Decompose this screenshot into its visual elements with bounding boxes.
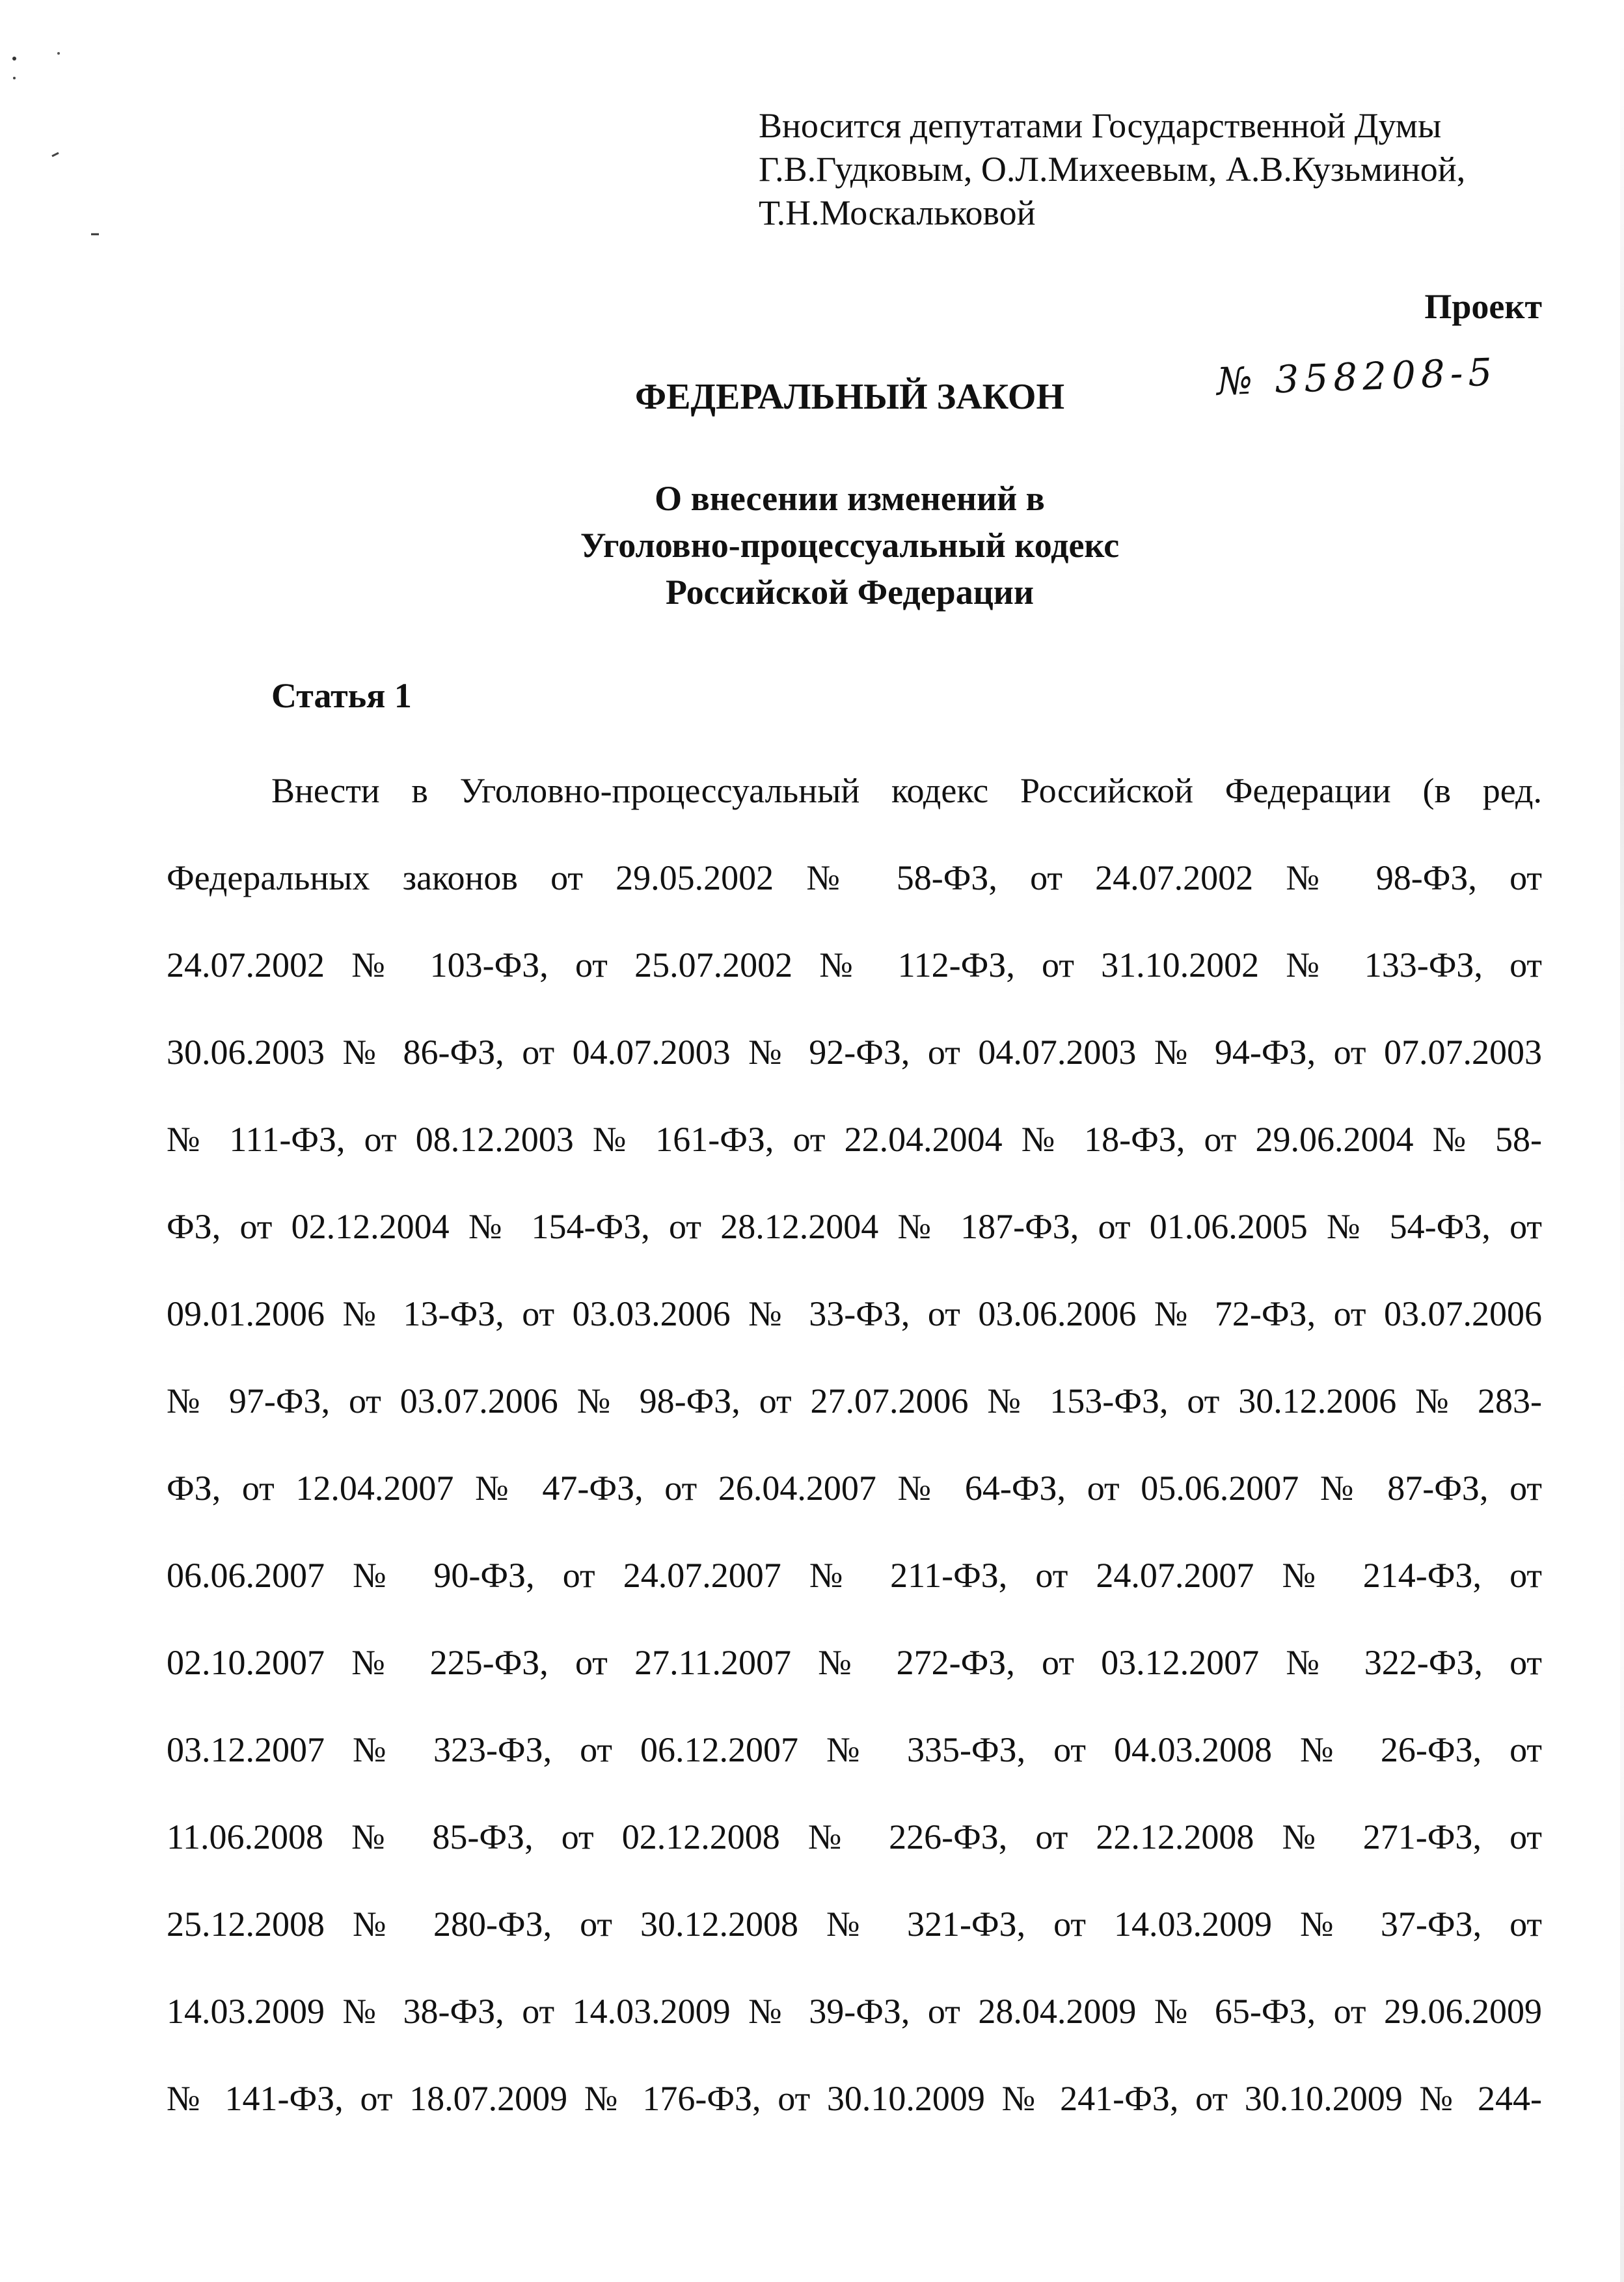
- body-line: 25.12.2008 № 280-ФЗ, от 30.12.2008 № 321-ФЗ, от 14.03.2009 № 37-ФЗ, от: [167, 1905, 1542, 1944]
- handwritten-registration-number: № 358208-5: [1215, 349, 1498, 404]
- body-line: Федеральных законов от 29.05.2002 № 58-ФЗ, от 24.07.2002 № 98-ФЗ, от: [167, 858, 1542, 897]
- article-body: [167, 768, 1542, 2163]
- subtitle-line: Уголовно-процессуальный кодекс: [580, 526, 1120, 565]
- scan-edge: [1620, 0, 1624, 2282]
- document-title: ФЕДЕРАЛЬНЫЙ ЗАКОН: [635, 377, 1064, 417]
- body-line: Внести в Уголовно-процессуальный кодекс Российской Федерации (в ред.: [271, 771, 1542, 810]
- body-line: ФЗ, от 02.12.2004 № 154-ФЗ, от 28.12.2004 № 187-ФЗ, от 01.06.2005 № 54-ФЗ, от: [167, 1207, 1542, 1246]
- submitted-by: [759, 104, 1465, 235]
- submitted-by-line: Вносится депутатами Государственной Думы: [759, 106, 1442, 145]
- scan-specks: [7, 39, 104, 247]
- body-line: 14.03.2009 № 38-ФЗ, от 14.03.2009 № 39-ФЗ, от 28.04.2009 № 65-ФЗ, от 29.06.2009: [167, 1992, 1542, 2031]
- article-heading: Статья 1: [271, 676, 412, 715]
- subtitle-line: Российской Федерации: [665, 573, 1035, 612]
- body-line: 30.06.2003 № 86-ФЗ, от 04.07.2003 № 92-ФЗ, от 04.07.2003 № 94-ФЗ, от 07.07.2003: [167, 1033, 1542, 1072]
- body-line: № 141-ФЗ, от 18.07.2009 № 176-ФЗ, от 30.10.2009 № 241-ФЗ, от 30.10.2009 № 244-: [167, 2079, 1542, 2118]
- submitted-by-line: Т.Н.Москальковой: [759, 193, 1036, 232]
- body-line: 06.06.2007 № 90-ФЗ, от 24.07.2007 № 211-ФЗ, от 24.07.2007 № 214-ФЗ, от: [167, 1556, 1542, 1595]
- submitted-by-line: Г.В.Гудковым, О.Л.Михеевым, А.В.Кузьминой,: [759, 150, 1466, 189]
- body-line: 03.12.2007 № 323-ФЗ, от 06.12.2007 № 335-ФЗ, от 04.03.2008 № 26-ФЗ, от: [167, 1730, 1542, 1769]
- body-line: 11.06.2008 № 85-ФЗ, от 02.12.2008 № 226-ФЗ, от 22.12.2008 № 271-ФЗ, от: [167, 1817, 1542, 1856]
- body-line: ФЗ, от 12.04.2007 № 47-ФЗ, от 26.04.2007 № 64-ФЗ, от 05.06.2007 № 87-ФЗ, от: [167, 1469, 1542, 1508]
- body-line: № 111-ФЗ, от 08.12.2003 № 161-ФЗ, от 22.04.2004 № 18-ФЗ, от 29.06.2004 № 58-: [167, 1120, 1542, 1159]
- body-line: 24.07.2002 № 103-ФЗ, от 25.07.2002 № 112-ФЗ, от 31.10.2002 № 133-ФЗ, от: [167, 945, 1542, 985]
- document-subtitle: [0, 475, 1624, 616]
- project-label: Проект: [1424, 287, 1542, 326]
- body-line: 02.10.2007 № 225-ФЗ, от 27.11.2007 № 272-ФЗ, от 03.12.2007 № 322-ФЗ, от: [167, 1643, 1542, 1682]
- body-line: 09.01.2006 № 13-ФЗ, от 03.03.2006 № 33-ФЗ, от 03.06.2006 № 72-ФЗ, от 03.07.2006: [167, 1294, 1542, 1333]
- body-line: № 97-ФЗ, от 03.07.2006 № 98-ФЗ, от 27.07.2006 № 153-ФЗ, от 30.12.2006 № 283-: [167, 1381, 1542, 1420]
- subtitle-line: О внесении изменений в: [655, 479, 1045, 518]
